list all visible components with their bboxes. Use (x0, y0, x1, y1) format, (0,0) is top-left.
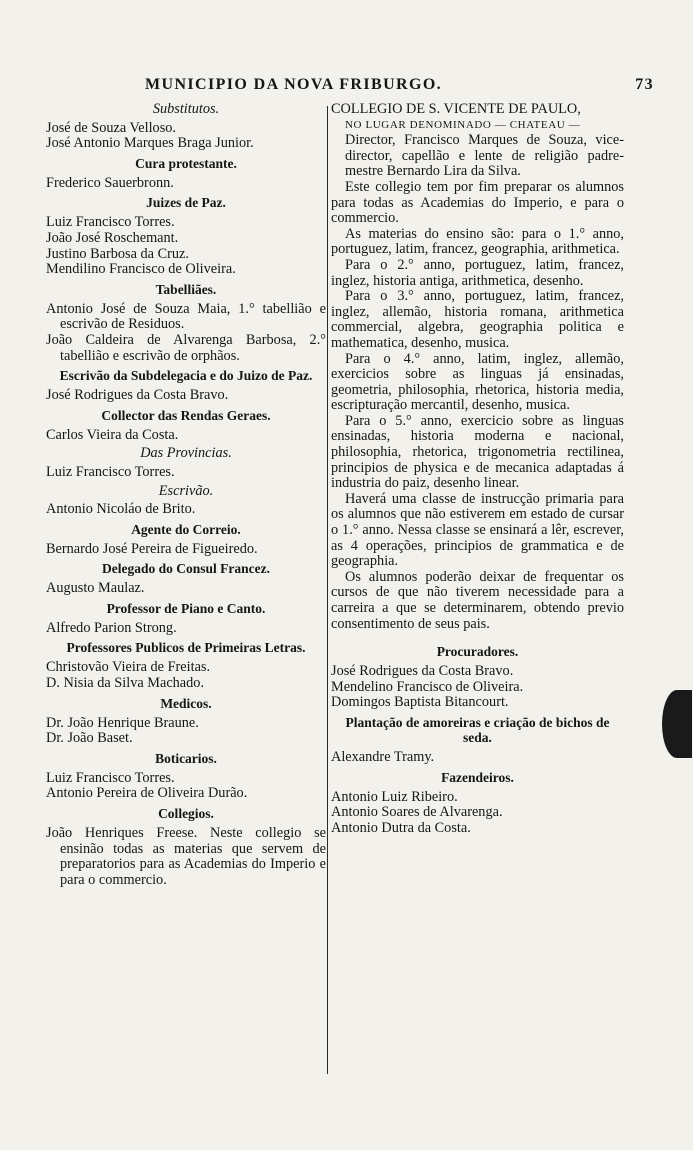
section-heading: Fazendeiros. (441, 769, 514, 785)
list-item: Dr. João Henrique Braune. (46, 714, 199, 731)
list-item: Antonio Pereira de Oliveira Durão. (46, 785, 248, 802)
list-item: Bernardo José Pereira de Figueiredo. (46, 540, 258, 557)
paragraph: Para o 3.° anno, portuguez, latim, francez, inglez, allemão, historia romana, arithmetica commercial, algebra, geographia politica e mathematica, desenho, musica. (331, 288, 624, 351)
left-column (46, 102, 326, 888)
section-heading: Substitutos. (152, 101, 220, 117)
paragraph: Para o 4.° anno, latim, inglez, allemão, exercicios sobre as linguas já ensinadas, geometria, philosophia, rhetorica, historia media, escripturação mercantil, desenho, musica. (331, 350, 624, 414)
section-heading: Escrivão. (158, 482, 214, 499)
college-lead: NO LUGAR DENOMINADO — CHATEAU — (345, 118, 581, 131)
list-item: Luiz Francisco Torres. (46, 214, 175, 231)
list-item: Mendilino Francisco de Oliveira. (46, 261, 236, 278)
list-item: Antonio José de Souza Maia, 1.° tabellião e escrivão de Residuos. (46, 300, 326, 333)
section-heading: Tabelliães. (155, 281, 217, 297)
list-item: José de Souza Velloso. (46, 119, 176, 136)
list-item: D. Nisia da Silva Machado. (46, 675, 205, 692)
section-heading: Cura protestante. (135, 155, 237, 171)
paragraph: As materias do ensino são: para o 1.° anno, portuguez, latim, francez, geographia, arithmetica. (331, 225, 624, 258)
list-item: Alexandre Tramy. (331, 748, 435, 765)
list-item: José Rodrigues da Costa Bravo. (46, 387, 229, 404)
paragraph: Os alumnos poderão deixar de frequentar os cursos de que não tiverem necessidade para a carreira a que se determinarem, obtendo previo consentimento de seus pais. (331, 568, 624, 632)
list-item: Domingos Baptista Bitancourt. (331, 694, 509, 711)
list-item: Frederico Sauerbronn. (46, 174, 174, 191)
college-director: Director, Francisco Marques de Souza, vice-director, capellão e lente de religião padre-mestre Bernardo Lira da Silva. (345, 132, 624, 180)
list-item: Antonio Nicoláo de Brito. (46, 501, 196, 518)
paragraph: Para o 2.° anno, portuguez, latim, francez, inglez, historia antiga, arithmetica, desenho. (331, 256, 624, 289)
section-heading: Collegios. (158, 806, 214, 822)
list-item: João José Roschemant. (46, 229, 179, 246)
list-item: Carlos Vieira da Costa. (46, 426, 179, 443)
section-heading: Procuradores. (436, 644, 519, 660)
right-column (331, 102, 624, 836)
ink-blot (662, 690, 692, 758)
list-item: Alfredo Parion Strong. (46, 619, 177, 636)
list-item: Luiz Francisco Torres. (46, 769, 175, 786)
page-number: 73 (635, 76, 654, 93)
section-heading: Juizes de Paz. (146, 195, 226, 211)
paragraph: Para o 5.° anno, exercicio sobre as linguas ensinadas, historia moderna e nacional, philosophia, rhetorica, trigonometria rectilinea, principios de physica e de mecanica adaptadas á industria do paiz, desenho linear. (331, 412, 624, 492)
section-heading: Das Provincias. (140, 445, 232, 462)
section-heading: Professores Publicos de Primeiras Letras. (66, 640, 306, 656)
section-heading: Escrivão da Subdelegacia e do Juizo de Paz. (59, 368, 313, 384)
list-item: Augusto Maulaz. (46, 580, 145, 597)
section-heading: Collector das Rendas Geraes. (101, 407, 271, 423)
paragraph: Este collegio tem por fim preparar os alumnos para todas as Academias do Imperio, e para o commercio. (331, 178, 624, 227)
list-item: Mendelino Francisco de Oliveira. (331, 678, 524, 695)
section-heading: Agente do Correio. (131, 521, 241, 537)
list-item: Antonio Dutra da Costa. (331, 819, 471, 836)
list-item: João Henriques Freese. Neste collegio se ensinão todas as materias que servem de preparatorios para as Academias do Imperio e para o commercio. (46, 825, 326, 888)
list-item: José Antonio Marques Braga Junior. (46, 135, 254, 152)
running-title: MUNICIPIO DA NOVA FRIBURGO. (145, 76, 443, 93)
list-item: João Caldeira de Alvarenga Barbosa, 2.° tabellião e escrivão de orphãos. (46, 331, 326, 364)
list-item: Christovão Vieira de Freitas. (46, 659, 211, 676)
college-title: COLLEGIO DE S. VICENTE DE PAULO, (331, 101, 581, 117)
list-item: Luiz Francisco Torres. (46, 463, 175, 480)
section-heading: Medicos. (160, 695, 212, 711)
column-divider (327, 106, 328, 1074)
section-heading: Delegado do Consul Francez. (102, 561, 270, 577)
list-item: Antonio Luiz Ribeiro. (331, 788, 458, 805)
section-heading: Boticarios. (155, 750, 217, 766)
paragraph: Haverá uma classe de instrucção primaria para os alumnos que não estiverem em estado de cursar o 1.° anno. Nessa classe se ensinará a lêr, escrever, as 4 operações, principios de grammatica e de geographia. (331, 490, 624, 570)
page-header (40, 76, 668, 100)
section-heading: Plantação de amoreiras e criação de bichos de seda. (345, 714, 610, 745)
list-item: José Rodrigues da Costa Bravo. (331, 663, 514, 680)
list-item: Dr. João Baset. (46, 730, 133, 747)
list-item: Antonio Soares de Alvarenga. (331, 804, 503, 821)
list-item: Justino Barbosa da Cruz. (46, 245, 189, 262)
section-heading: Professor de Piano e Canto. (106, 600, 266, 616)
